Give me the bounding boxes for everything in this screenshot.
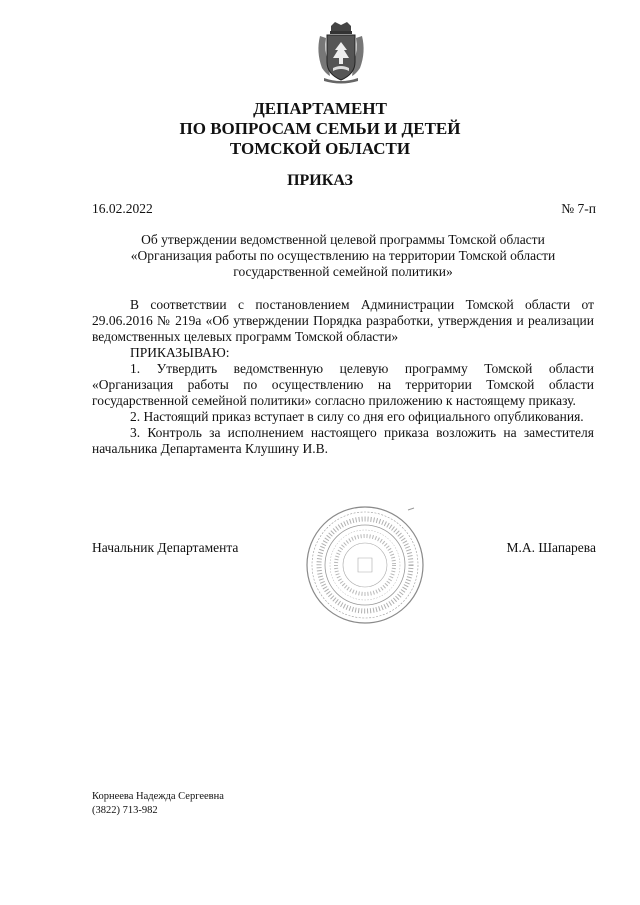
preamble-paragraph: В соответствии с постановлением Администрации Томской области от 29.06.2016 № 219а «Об утверждении Порядка разработки, утверждения и реализации ведомственных целевых программ Томской области» (92, 297, 594, 344)
order-item-2: 2. Настоящий приказ вступает в силу со дня его официального опубликования. (130, 409, 584, 424)
department-title-line1: ДЕПАРТАМЕНТ (253, 99, 387, 118)
document-subject (92, 232, 594, 280)
coat-of-arms-emblem (316, 22, 366, 84)
signatory-position: Начальник Департамента (92, 540, 239, 555)
signatory-name: М.А. Шапарева (506, 540, 596, 555)
official-seal-stamp (300, 500, 430, 630)
order-word: ПРИКАЗЫВАЮ: (130, 345, 230, 360)
order-item-1: 1. Утвердить ведомственную целевую программу Томской области «Организация работы по осуществлению на территории Томской области государственной семейной политики» согласно приложению к настоящему приказу. (92, 361, 594, 408)
department-title-line2: ПО ВОПРОСАМ СЕМЬИ И ДЕТЕЙ (179, 119, 461, 138)
subject-line1: Об утверждении ведомственной целевой программы Томской области (141, 232, 545, 247)
order-item-3: 3. Контроль за исполнением настоящего приказа возложить на заместителя начальника Департамента Клушину И.В. (92, 425, 594, 456)
subject-line3: государственной семейной политики» (233, 264, 453, 279)
subject-line2: «Организация работы по осуществлению на территории Томской области (130, 248, 556, 263)
document-type: ПРИКАЗ (287, 172, 353, 189)
executor-phone: (3822) 713-982 (92, 805, 158, 816)
executor-name: Корнеева Надежда Сергеевна (92, 791, 224, 802)
document-body (92, 297, 594, 457)
document-date: 16.02.2022 (92, 201, 153, 216)
department-title-line3: ТОМСКОЙ ОБЛАСТИ (229, 139, 411, 158)
document-number: № 7-п (561, 201, 596, 216)
executor-info (92, 790, 224, 818)
